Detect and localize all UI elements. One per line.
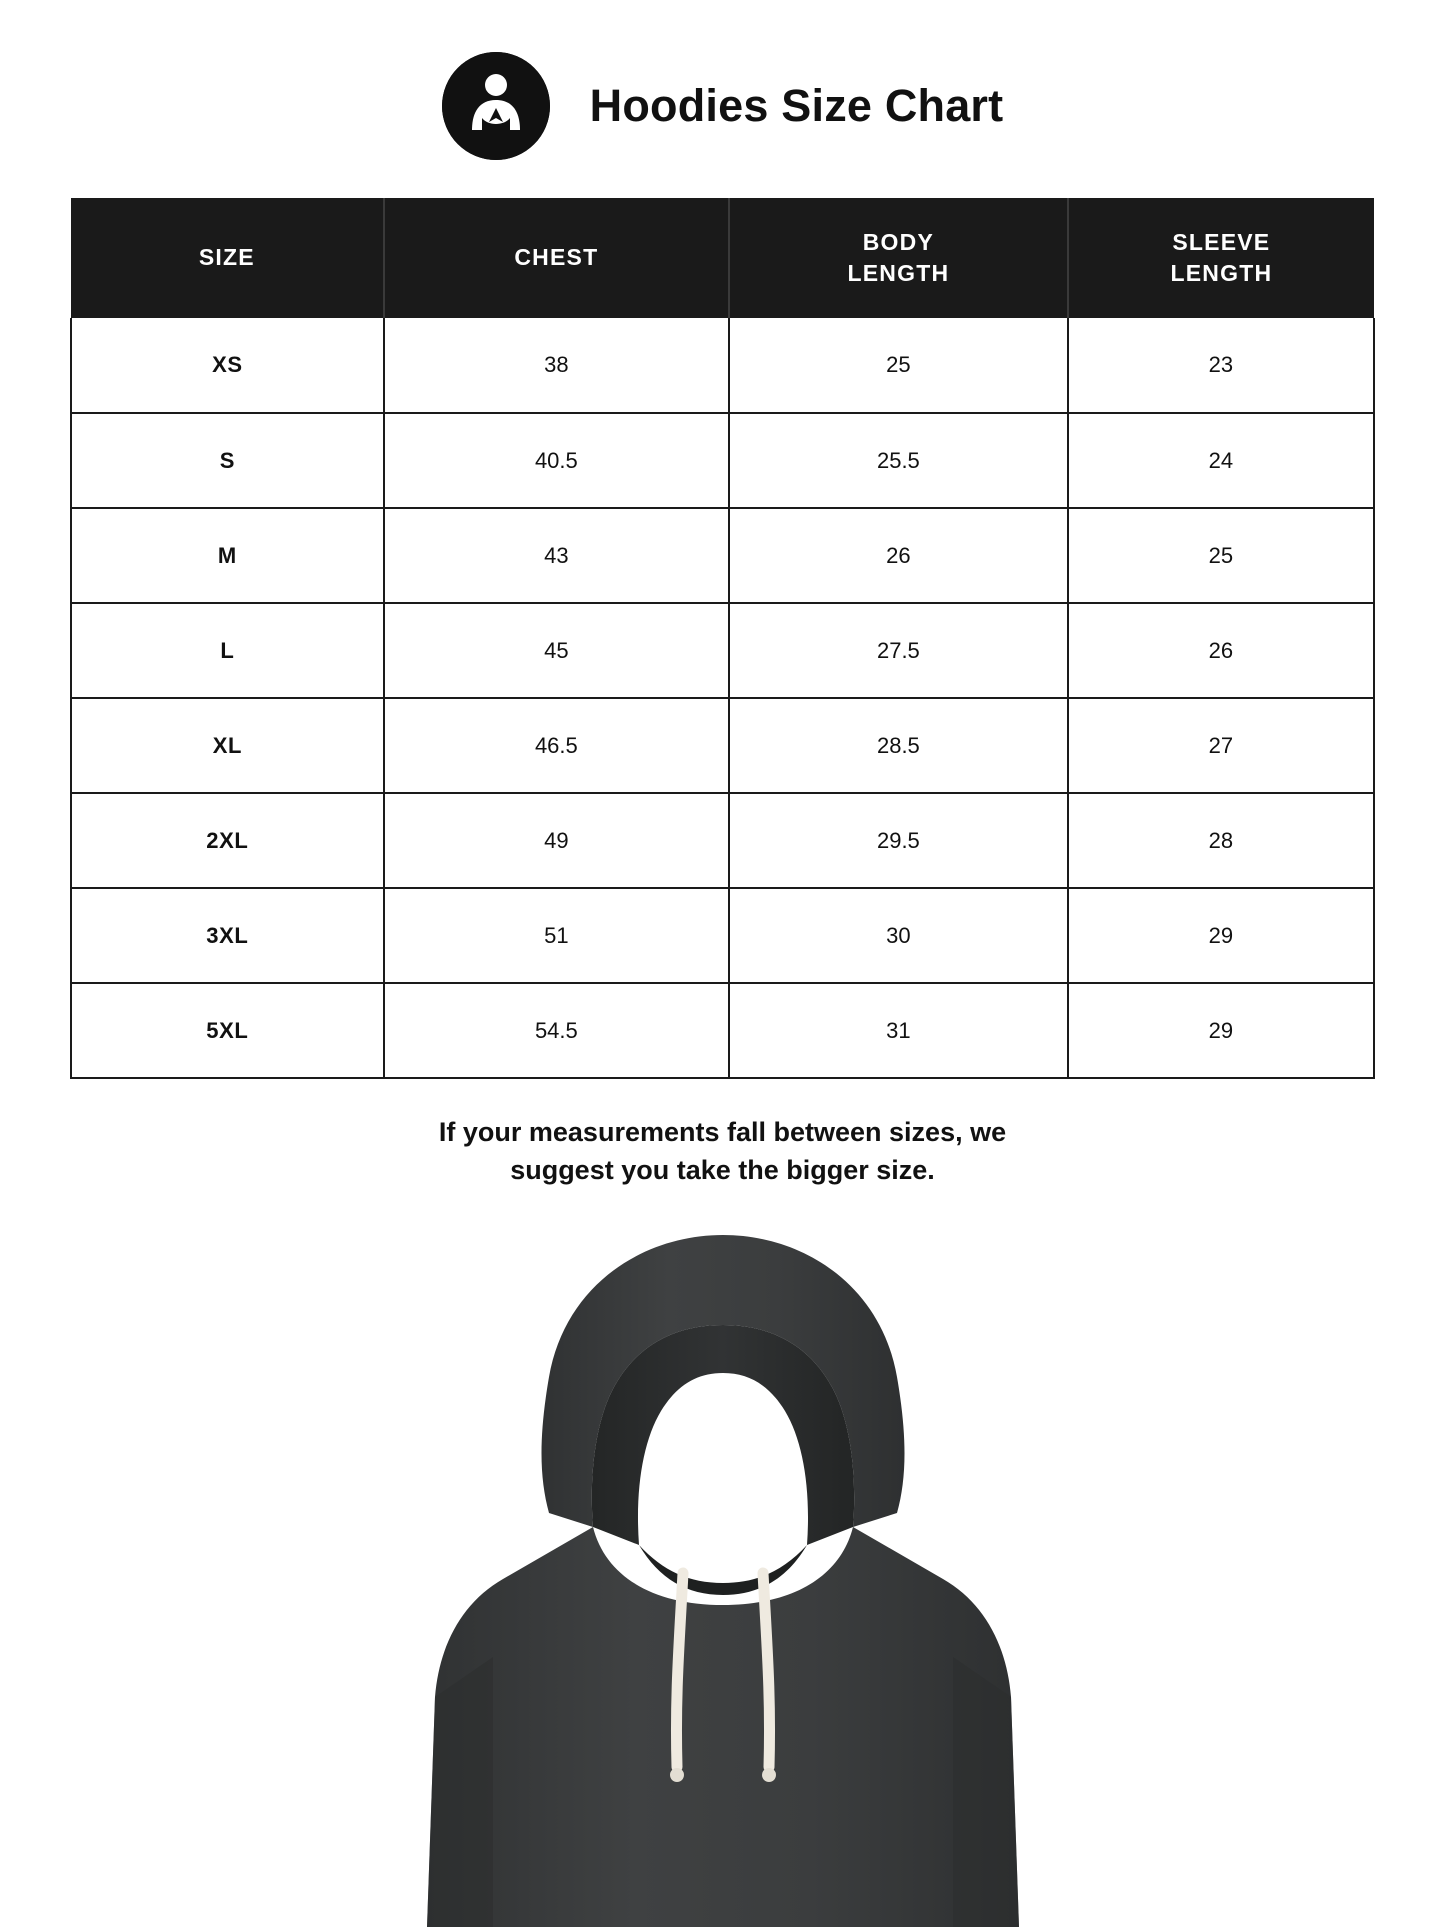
cell-sleeve-length: 29 xyxy=(1068,983,1374,1078)
cell-body-length: 31 xyxy=(729,983,1068,1078)
cell-body-length: 28.5 xyxy=(729,698,1068,793)
cell-body-length: 25.5 xyxy=(729,413,1068,508)
cell-chest: 49 xyxy=(384,793,729,888)
cell-size: M xyxy=(71,508,384,603)
page-header xyxy=(0,0,1445,160)
cell-size: L xyxy=(71,603,384,698)
table-header-row xyxy=(71,198,1374,318)
table-row xyxy=(71,793,1374,888)
cell-size: S xyxy=(71,413,384,508)
hoodie-product-image xyxy=(0,1227,1445,1927)
cell-chest: 40.5 xyxy=(384,413,729,508)
table-body xyxy=(71,318,1374,1078)
cell-sleeve-length: 28 xyxy=(1068,793,1374,888)
column-header-chest: CHEST xyxy=(384,198,729,318)
size-chart-table xyxy=(70,198,1375,1079)
table-row xyxy=(71,983,1374,1078)
cell-size: XS xyxy=(71,318,384,413)
cell-sleeve-length: 23 xyxy=(1068,318,1374,413)
table-row xyxy=(71,508,1374,603)
cell-chest: 43 xyxy=(384,508,729,603)
cell-sleeve-length: 27 xyxy=(1068,698,1374,793)
cell-sleeve-length: 24 xyxy=(1068,413,1374,508)
cell-size: 3XL xyxy=(71,888,384,983)
cell-size: 2XL xyxy=(71,793,384,888)
size-advice-note xyxy=(273,1113,1173,1190)
cell-sleeve-length: 26 xyxy=(1068,603,1374,698)
person-in-circle-logo-icon xyxy=(442,52,550,160)
column-header-body-length: BODY LENGTH xyxy=(729,198,1068,318)
cell-body-length: 30 xyxy=(729,888,1068,983)
cell-chest: 46.5 xyxy=(384,698,729,793)
cell-size: XL xyxy=(71,698,384,793)
table-row xyxy=(71,318,1374,413)
table-header xyxy=(71,198,1374,318)
cell-size: 5XL xyxy=(71,983,384,1078)
cell-chest: 38 xyxy=(384,318,729,413)
table-row xyxy=(71,603,1374,698)
table-row xyxy=(71,698,1374,793)
cell-chest: 54.5 xyxy=(384,983,729,1078)
note-line-2: suggest you take the bigger size. xyxy=(510,1155,935,1186)
cell-sleeve-length: 25 xyxy=(1068,508,1374,603)
cell-body-length: 27.5 xyxy=(729,603,1068,698)
cell-chest: 45 xyxy=(384,603,729,698)
column-header-sleeve-length: SLEEVE LENGTH xyxy=(1068,198,1374,318)
table-row xyxy=(71,888,1374,983)
cell-body-length: 29.5 xyxy=(729,793,1068,888)
page-title: Hoodies Size Chart xyxy=(589,80,1004,131)
cell-sleeve-length: 29 xyxy=(1068,888,1374,983)
size-chart-table-wrapper xyxy=(70,198,1375,1079)
cell-body-length: 26 xyxy=(729,508,1068,603)
cell-chest: 51 xyxy=(384,888,729,983)
note-line-1: If your measurements fall between sizes, we xyxy=(438,1117,1007,1147)
column-header-size: SIZE xyxy=(71,198,384,318)
cell-body-length: 25 xyxy=(729,318,1068,413)
table-row xyxy=(71,413,1374,508)
